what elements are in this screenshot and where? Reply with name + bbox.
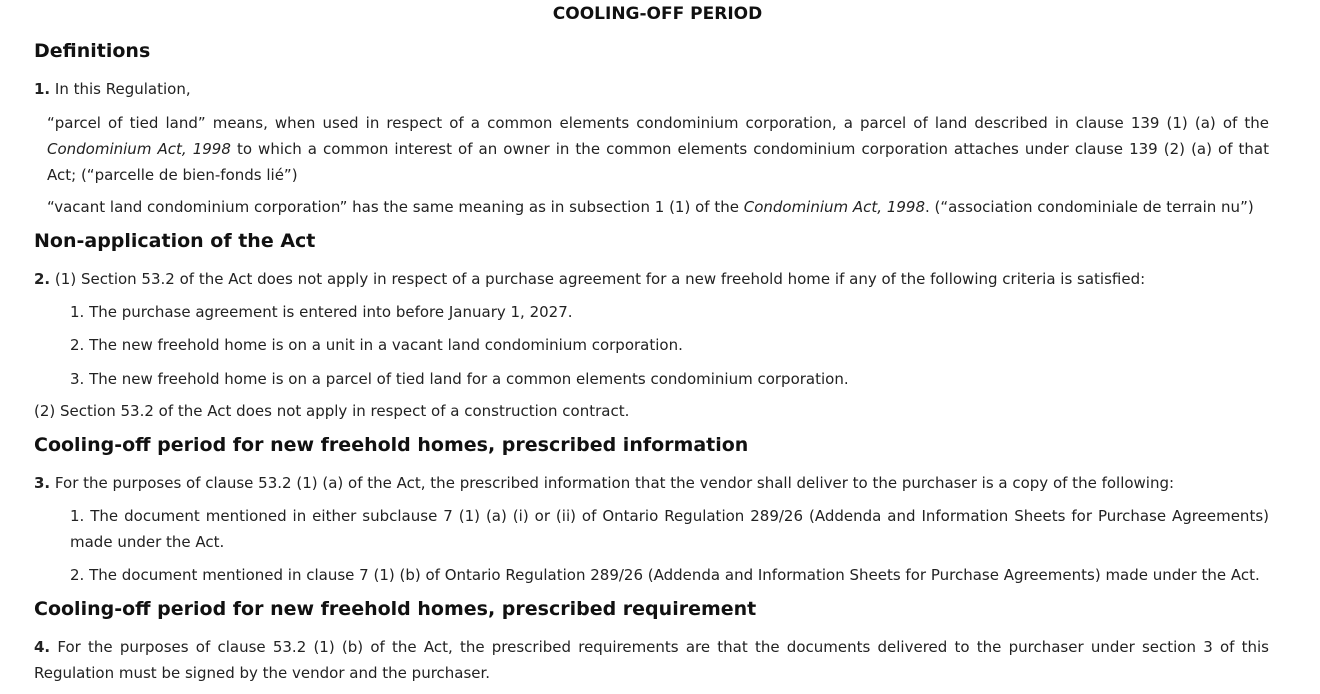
document-title: COOLING-OFF PERIOD — [552, 4, 763, 24]
section-text: In this Regulation, — [54, 80, 191, 98]
list-item: 2. The document mentioned in clause 7 (1) (b) of Ontario Regulation 289/26 (Addenda and Information Sheets for Purchase Agreements) made under the Act. — [70, 566, 1260, 584]
definition-text: “parcel of tied land” means, when used in respect of a common elements condominium corporation, a parcel of land described in clause 139 (1) (a) of the — [47, 114, 1269, 132]
section-text: For the purposes of clause 53.2 (1) (a) of the Act, the prescribed information that the vendor shall deliver to the purchaser is a copy of the following: — [54, 474, 1175, 492]
section-number: 2. — [34, 270, 51, 288]
definition-text: to which a common interest of an owner in the common elements condominium corporation attaches under clause 139 (2) (a) of that Act; (“parcelle de bien-fonds lié”) — [47, 140, 1269, 184]
list-item: 1. The document mentioned in either subclause 7 (1) (a) (i) or (ii) of Ontario Regulation 289/26 (Addenda and Information Sheets for Purchase Agreements) made under the Act. — [70, 507, 1269, 551]
section-number: 1. — [34, 80, 51, 98]
definition-text: “vacant land condominium corporation” has the same meaning as in subsection 1 (1) of the — [47, 198, 739, 216]
section-2-subsection-2: (2) Section 53.2 of the Act does not apply in respect of a construction contract. — [34, 402, 630, 420]
section-1 — [34, 76, 191, 102]
definition-vacant-land — [47, 194, 1287, 220]
section-text: (1) Section 53.2 of the Act does not apply in respect of a purchase agreement for a new freehold home if any of the following criteria is satisfied: — [54, 270, 1146, 288]
section-3 — [34, 470, 1284, 496]
definition-text: . (“association condominiale de terrain nu”) — [925, 198, 1254, 216]
section-number: 3. — [34, 474, 51, 492]
section-4 — [34, 634, 1269, 686]
section-2 — [34, 266, 1284, 292]
list-item: 3. The new freehold home is on a parcel of tied land for a common elements condominium corporation. — [70, 370, 849, 388]
section-text: For the purposes of clause 53.2 (1) (b) of the Act, the prescribed requirements are that the documents delivered to the purchaser under section 3 of this Regulation must be signed by the vendor and the purchaser. — [34, 638, 1269, 682]
act-title: Condominium Act, 1998 — [743, 198, 926, 216]
act-title: Condominium Act, 1998 — [47, 140, 231, 158]
definition-parcel-of-tied-land — [47, 110, 1269, 188]
heading-prescribed-information: Cooling-off period for new freehold homes, prescribed information — [34, 434, 749, 456]
heading-non-application: Non-application of the Act — [34, 230, 316, 252]
section-number: 4. — [34, 638, 51, 656]
list-item: 2. The new freehold home is on a unit in a vacant land condominium corporation. — [70, 336, 683, 354]
list-item: 1. The purchase agreement is entered into before January 1, 2027. — [70, 303, 573, 321]
heading-prescribed-requirement: Cooling-off period for new freehold homes, prescribed requirement — [34, 598, 757, 620]
heading-definitions: Definitions — [34, 40, 151, 62]
